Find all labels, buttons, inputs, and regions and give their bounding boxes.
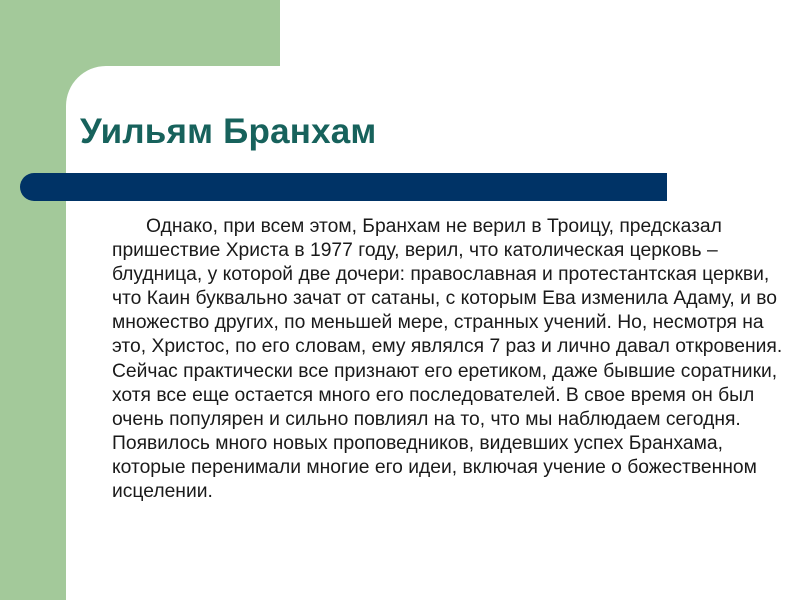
title-underline-bar <box>20 173 667 201</box>
body-paragraph: Однако, при всем этом, Бранхам не верил в Троицу, предсказал пришествие Христа в 1977 году, верил, что католическая церковь – блудница, у которой две дочери: православная и протестантская церкви, что Каин буквально зачат от сатаны, с которым Ева изменила Адаму, и во множество других, по меньшей мере, странных учений. Но, несмотря на это, Христос, по его словам, ему являлся 7 раз и лично давал откровения. Сейчас практически все признают его еретиком, даже бывшие соратники, хотя все еще остается много его последователей. В свое время он был очень популярен и сильно повлиял на то, что мы наблюдаем сегодня. Появилось много новых проповедников, видевших успех Бранхама, которые перенимали многие его идеи, включая учение о божественном исцелении. <box>112 216 783 503</box>
slide-title: Уильям Бранхам <box>80 112 377 151</box>
